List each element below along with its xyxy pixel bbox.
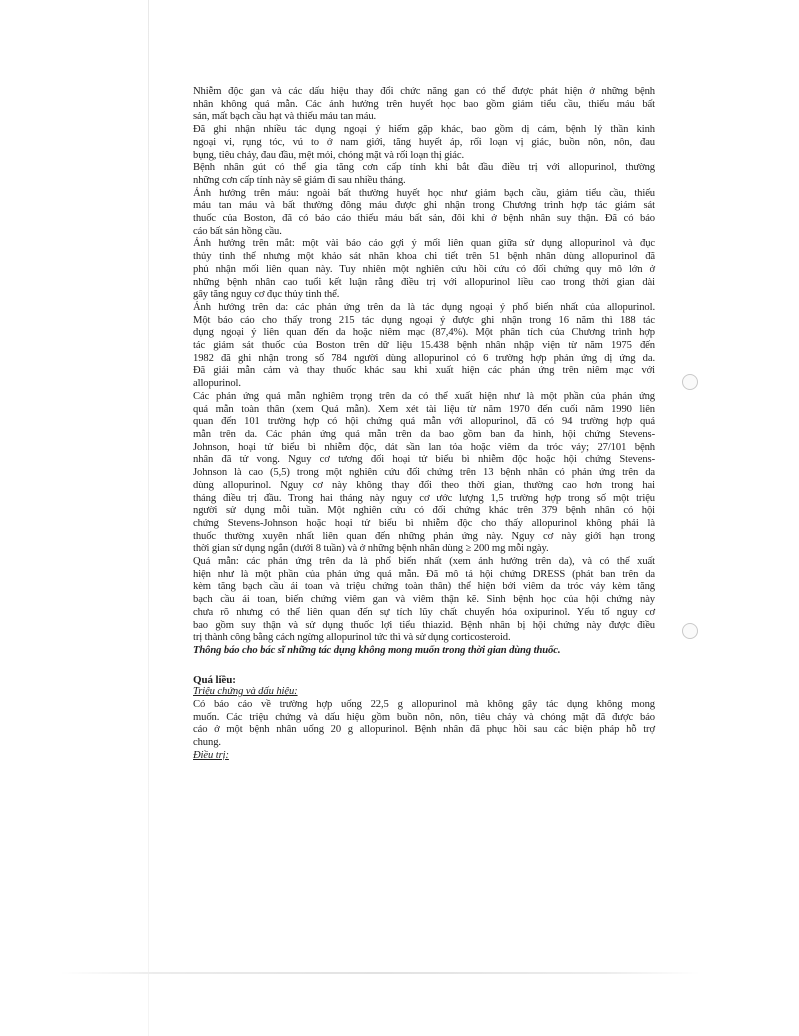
text-line: Ảnh hưởng trên da: các phản ứng trên da là tác dụng ngoại ý phổ biến nhất của allopurinol. [193,301,655,313]
text-line: cáo bất sản hồng cầu. [193,225,282,237]
text-line: Có báo cáo về trường hợp uống 22,5 g allopurinol mà không gây tác dụng không mong [193,699,655,711]
text-line: Các phản ứng quá mẫn nghiêm trọng trên da có thể xuất hiện như là một phần của phản ứng [193,390,655,402]
text-line: gây tăng nguy cơ đục thủy tinh thể. [193,289,340,301]
body-paragraph [193,238,655,302]
text-line: 1982 đã ghi nhận trong số 784 người dùng allopurinol có 6 trường hợp phản ứng dị ứng da. [193,352,655,364]
text-line: người sử dụng mỗi tuần. Một nghiên cứu có đối chứng khác trên 379 bệnh nhân có hội [193,505,655,517]
treatment-heading: Điều trị: [193,749,229,761]
text-line: ngoại vi, rụng tóc, vú to ở nam giới, tăng huyết áp, rối loạn vị giác, buồn nôn, nôn, đau [193,136,655,148]
text-line: dụng ngoại ý liên quan đến da hoặc niêm mạc (87,4%). Một phân tích của Chương trình hợp [193,327,655,339]
punch-hole-lower [682,623,698,639]
text-line: tháng điều trị đầu. Trong hai tháng này nguy cơ ước lượng 1,5 trường hợp trong số một triệu [193,492,655,504]
text-line: thuốc của Boston, đã có báo cáo thiếu máu bất sản, đôi khi ở bệnh nhân suy thận. Đã có báo [193,213,655,225]
body-paragraph [193,124,655,162]
text-line: kèm tăng bạch cầu ái toan và triệu chứng toàn thân) thể hiện bởi viêm da tróc vảy kèm tăng [193,581,655,593]
text-line: những bệnh nhân cao tuổi kết luận rằng điều trị với allopurinol liều cao trong thời gian dài [193,276,655,288]
text-line: Đã ghi nhận nhiều tác dụng ngoại ý hiếm gặp khác, bao gồm dị cảm, bệnh lý thần kinh [193,124,655,136]
text-line: dùng allopurinol. Nguy cơ này không thay đổi theo thời gian, thường cao hơn trong hai [193,479,655,491]
text-line: chưa rõ nhưng có thể liên quan đến sự tích lũy chất chuyển hóa oxipurinol. Yếu tố nguy cơ [193,606,655,618]
body-paragraph [193,86,655,124]
text-line: bao gồm suy thận và sử dụng thuốc lợi tiểu thiazid. Bệnh nhân bị hội chứng này được điều [193,619,655,631]
text-line: thời gian sử dụng ngắn (dưới 8 tuần) và ở những bệnh nhân dùng ≥ 200 mg mỗi ngày. [193,543,549,555]
text-line: cáo ở một bệnh nhân uống 20 g allopurinol. Bệnh nhân đã phục hồi sau các biện pháp hỗ trợ [193,724,655,736]
text-line: máu tan máu và bất thường đông máu được ghi nhận trong Chương trình hợp tác giám sát [193,200,655,212]
text-line: Johnson, hoại tử biểu bì nhiễm độc, dát sần lan tỏa hoặc viêm da tróc vảy; 27/101 bệnh [193,441,655,453]
text-line: Nhiễm độc gan và các dấu hiệu thay đổi chức năng gan có thể được phát hiện ở những bệnh [193,86,655,97]
physician-notice: Thông báo cho bác sĩ những tác dụng không mong muốn trong thời gian dùng thuốc. [193,644,561,656]
adverse-effects-section [193,86,655,645]
scan-bottom-rule [60,972,700,974]
section-gap [193,658,655,674]
text-line: chung. [193,737,221,749]
document-page [193,86,655,763]
body-paragraph [193,556,655,645]
overdose-heading: Quá liều: [193,673,236,686]
text-line: bụng, tiêu chảy, đau đầu, mệt mỏi, chóng mặt và rối loạn thị giác. [193,149,465,161]
text-line: chứng Stevens-Johnson hoặc hoại tử biểu bì nhiễm độc cho thấy allopurinol không phải là [193,517,655,529]
text-line: những cơn cấp tính này sẽ giảm đi sau nhiều tháng. [193,174,406,186]
text-line: trị thành công bằng cách ngừng allopurinol tức thì và sử dụng corticosteroid. [193,632,511,644]
body-paragraph [193,188,655,239]
text-line: thủy tinh thể nhưng một khảo sát nhãn khoa chi tiết trên 51 bệnh nhân dùng allopurinol đã [193,251,655,263]
text-line: hiện như là một phần của phản ứng quá mẫn. Đã mô tả hội chứng DRESS (phát ban trên da [193,568,655,580]
text-line: phủ nhận mối liên quan này. Tuy nhiên một nghiên cứu hồi cứu có đối chứng quy mô lớn ở [193,263,655,275]
text-line: allopurinol. [193,378,241,390]
text-line: nhân đã tử vong. Nguy cơ tương đối hoại tử biểu bì nhiễm độc hoặc hội chứng Stevens- [193,454,655,466]
body-paragraph [193,391,655,556]
text-line: Johnson là cao (5,5) trong một nghiên cứu đối chứng trên 13 bệnh nhân có phản ứng trên da [193,467,655,479]
text-line: bạch cầu ái toan, biến chứng viêm gan và viêm thận kẽ. Sinh bệnh học của hội chứng này [193,594,655,606]
text-line: Ảnh hưởng trên mắt: một vài báo cáo gợi ý mối liên quan giữa sử dụng allopurinol và đục [193,238,655,250]
text-line: mẫn trên da. Các phản ứng quá mẫn trên da bao gồm ban đa hình, hội chứng Stevens- [193,428,655,440]
text-line: tác giám sát thuốc của Boston trên dữ liệu 15.438 bệnh nhân nhập viện từ năm 1975 đến [193,340,655,352]
scan-edge [148,0,149,1036]
text-line: Ảnh hưởng trên máu: ngoài bất thường huyết học như giảm bạch cầu, giảm tiểu cầu, thiếu [193,187,655,199]
text-line: Quá mẫn: các phản ứng trên da là phổ biến nhất (xem ảnh hưởng trên da), và có thể xuất [193,556,655,568]
text-line: Bệnh nhân gút có thể gia tăng cơn cấp tính khi bắt đầu điều trị với allopurinol, thường [193,162,655,174]
text-line: Một báo cáo cho thấy trong 215 tác dụng ngoại ý được ghi nhận trong 16 năm thì 188 tác [193,314,655,326]
body-paragraph [193,162,655,187]
text-line: nhân không quá mẫn. Các ảnh hưởng trên huyết học bao gồm giảm tiểu cầu, thiếu máu bất [193,98,655,110]
text-line: thuốc thường xuyên nhất liên quan đến những phản ứng này. Nguy cơ này giới hạn trong [193,530,655,542]
symptoms-heading: Triệu chứng và dấu hiệu: [193,686,298,698]
text-line: quan đến 101 trường hợp có hội chứng quá mẫn với allopurinol, đã có 94 trường hợp quá [193,416,655,428]
overdose-section [193,674,655,763]
text-line: sản, mất bạch cầu hạt và thiếu máu tan máu. [193,111,377,123]
punch-hole-upper [682,374,698,390]
text-line: muốn. Các triệu chứng và dấu hiệu gồm buồn nôn, nôn, tiêu chảy và chóng mặt đã được báo [193,711,655,723]
body-paragraph [193,302,655,391]
symptoms-paragraph [193,699,655,750]
text-line: Đã giải mẫn cảm và thay thuốc khác sau khi xuất hiện các phản ứng trên niêm mạc với [193,365,655,377]
text-line: quá mẫn toàn thân (xem Quá mẫn). Xem xét tài liệu từ năm 1970 đến cuối năm 1990 liên [193,403,655,415]
